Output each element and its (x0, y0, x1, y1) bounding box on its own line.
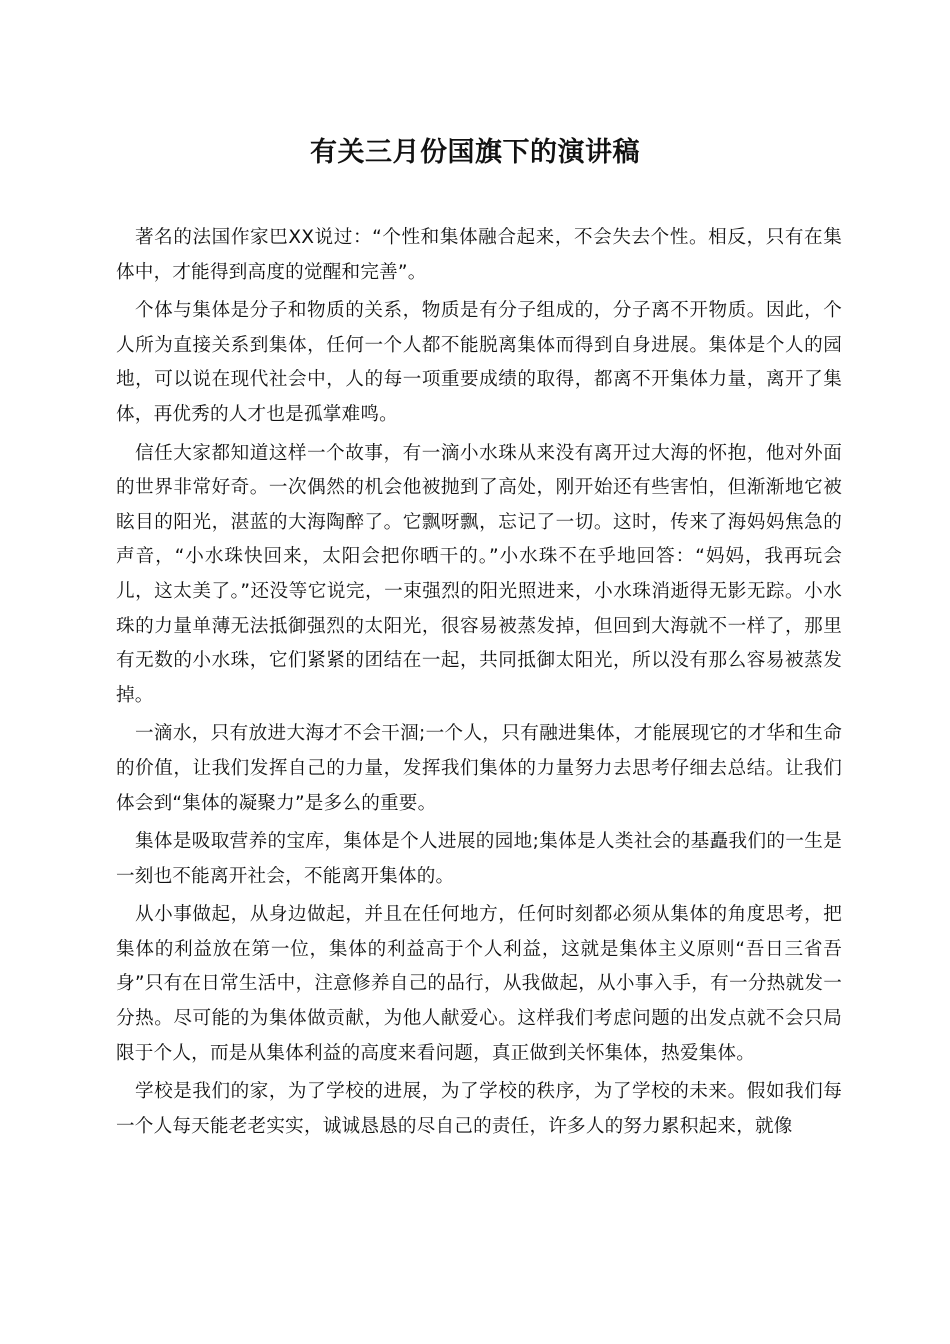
document-title: 有关三月份国旗下的演讲稿 (310, 137, 640, 168)
paragraph-4: 一滴水，只有放进大海才不会干涸;一个人，只有融进集体，才能展现它的才华和生命的价值，让我们发挥自己的力量，发挥我们集体的力量努力去思考仔细去总结。让我们体会到“集体的凝聚力”是多么的重要。 (116, 723, 842, 814)
paragraph-3: 信任大家都知道这样一个故事，有一滴小水珠从来没有离开过大海的怀抱，他对外面的世界非常好奇。一次偶然的机会他被抛到了高处，刚开始还有些害怕，但渐渐地它被眩目的阳光，湛蓝的大海陶醉了。它飘呀飘，忘记了一切。这时，传来了海妈妈焦急的声音，“小水珠快回来，太阳会把你晒干的。”小水珠不在乎地回答：“妈妈，我再玩会儿，这太美了。”还没等它说完，一束强烈的阳光照进来，小水珠消逝得无影无踪。小水珠的力量单薄无法抵御强烈的太阳光，很容易被蒸发掉，但回到大海就不一样了，那里有无数的小水珠，它们紧紧的团结在一起，共同抵御太阳光，所以没有那么容易被蒸发掉。 (116, 442, 842, 706)
paragraph-6: 从小事做起，从身边做起，并且在任何地方，任何时刻都必须从集体的角度思考，把集体的利益放在第一位，集体的利益高于个人利益，这就是集体主义原则“吾日三省吾身”只有在日常生活中，注意修养自己的品行，从我做起，从小事入手，有一分热就发一分热。尽可能的为集体做贡献，为他人献爱心。这样我们考虑问题的出发点就不会只局限于个人，而是从集体利益的高度来看问题，真正做到关怀集体，热爱集体。 (116, 904, 842, 1064)
paragraph-7: 学校是我们的家，为了学校的进展，为了学校的秩序，为了学校的未来。假如我们每一个人每天能老老实实，诚诚恳恳的尽自己的责任，许多人的努力累积起来，就像 (116, 1081, 842, 1137)
paragraph-5: 集体是吸取营养的宝库，集体是个人进展的园地;集体是人类社会的基矗我们的一生是一刻也不能离开社会，不能离开集体的。 (116, 831, 842, 887)
paragraph-2: 个体与集体是分子和物质的关系，物质是有分子组成的，分子离不开物质。因此，个人所为直接关系到集体，任何一个人都不能脱离集体而得到自身进展。集体是个人的园地，可以说在现代社会中，人的每一项重要成绩的取得，都离不开集体力量，离开了集体，再优秀的人才也是孤掌难鸣。 (116, 300, 842, 425)
document-body (116, 221, 842, 1148)
paragraph-1: 著名的法国作家巴XX说过：“个性和集体融合起来，不会失去个性。相反，只有在集体中，才能得到高度的觉醒和完善”。 (116, 227, 842, 283)
